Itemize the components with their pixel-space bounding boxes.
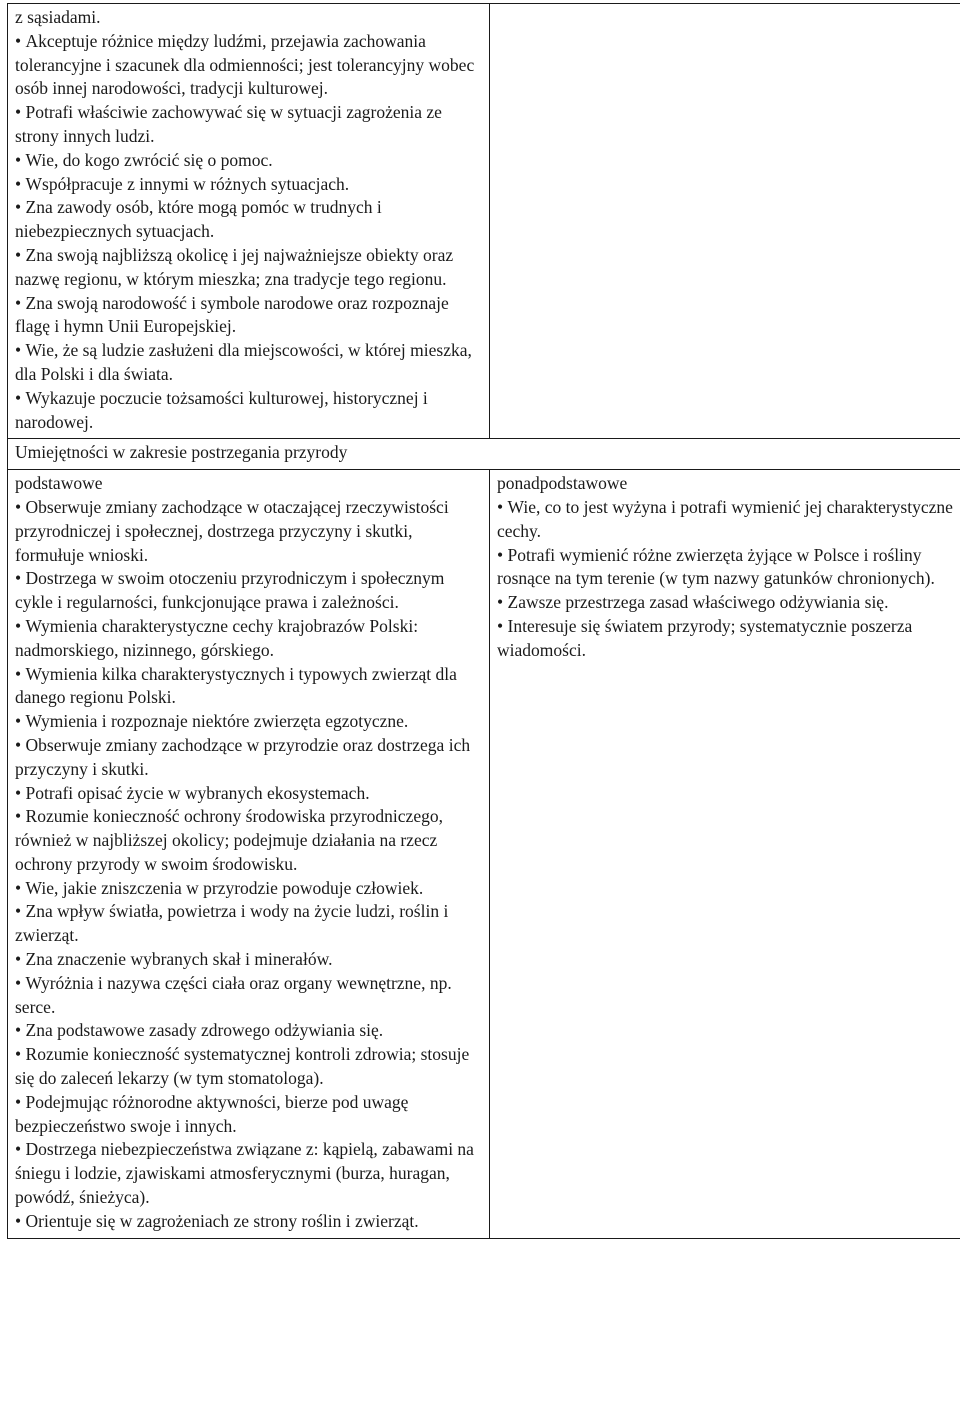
top-row <box>8 4 960 439</box>
section-heading-cell <box>8 439 960 470</box>
list-item: • Wymienia charakterystyczne cechy krajobrazów Polski: nadmorskiego, nizinnego, górskiego. <box>15 615 483 663</box>
basic-level-label: podstawowe <box>15 473 103 494</box>
list-item: • Wyróżnia i nazywa części ciała oraz organy wewnętrzne, np. serce. <box>15 972 483 1020</box>
list-item: • Zna znaczenie wybranych skał i minerałów. <box>15 948 483 972</box>
list-item: • Zna swoją narodowość i symbole narodowe oraz rozpoznaje flagę i hymn Unii Europejskiej. <box>15 292 483 340</box>
levels-row <box>8 470 960 1239</box>
section-heading: Umiejętności w zakresie postrzegania przyrody <box>15 442 348 463</box>
advanced-level-cell <box>490 470 960 1239</box>
list-item: • Interesuje się światem przyrody; systematycznie poszerza wiadomości. <box>497 615 960 663</box>
list-item: • Dostrzega w swoim otoczeniu przyrodniczym i społecznym cykle i regularności, funkcjonujące prawa i zależności. <box>15 567 483 615</box>
list-item: • Wie, jakie zniszczenia w przyrodzie powoduje człowiek. <box>15 877 483 901</box>
list-item: • Rozumie konieczność systematycznej kontroli zdrowia; stosuje się do zaleceń lekarzy (w tym stomatologa). <box>15 1043 483 1091</box>
list-item: • Wymienia i rozpoznaje niektóre zwierzęta egzotyczne. <box>15 710 483 734</box>
list-item: • Wie, do kogo zwrócić się o pomoc. <box>15 149 483 173</box>
list-item: • Wykazuje poczucie tożsamości kulturowej, historycznej i narodowej. <box>15 387 483 435</box>
advanced-items-list <box>497 496 960 663</box>
list-item: • Rozumie konieczność ochrony środowiska przyrodniczego, również w najbliższej okolicy; podejmuje działania na rzecz ochrony przyrody w swoim środowisku. <box>15 805 483 876</box>
list-item: • Zna swoją najbliższą okolicę i jej najważniejsze obiekty oraz nazwę regionu, w którym mieszka; zna tradycje tego regionu. <box>15 244 483 292</box>
list-item: • Orientuje się w zagrożeniach ze strony roślin i zwierząt. <box>15 1210 483 1234</box>
list-item: • Zawsze przestrzega zasad właściwego odżywiania się. <box>497 591 960 615</box>
list-item: • Zna wpływ światła, powietrza i wody na życie ludzi, roślin i zwierząt. <box>15 900 483 948</box>
list-item: • Wie, że są ludzie zasłużeni dla miejscowości, w której mieszka, dla Polski i dla świata. <box>15 339 483 387</box>
list-item: • Wie, co to jest wyżyna i potrafi wymienić jej charakterystyczne cechy. <box>497 496 960 544</box>
advanced-level-label: ponadpodstawowe <box>497 473 628 494</box>
top-right-cell <box>490 4 960 439</box>
basic-level-cell <box>8 470 490 1239</box>
list-item: • Zna zawody osób, które mogą pomóc w trudnych i niebezpiecznych sytuacjach. <box>15 196 483 244</box>
list-item: • Potrafi właściwie zachowywać się w sytuacji zagrożenia ze strony innych ludzi. <box>15 101 483 149</box>
list-item: • Podejmując różnorodne aktywności, bierze pod uwagę bezpieczeństwo swoje i innych. <box>15 1091 483 1139</box>
list-item: • Współpracuje z innymi w różnych sytuacjach. <box>15 173 483 197</box>
list-item: • Potrafi wymienić różne zwierzęta żyjące w Polsce i rośliny rosnące na tym terenie (w tym nazwy gatunków chronionych). <box>497 544 960 592</box>
list-item: • Obserwuje zmiany zachodzące w otaczającej rzeczywistości przyrodniczej i społecznej, dostrzega przyczyny i skutki, formułuje wnioski. <box>15 496 483 567</box>
list-item: • Dostrzega niebezpieczeństwa związane z: kąpielą, zabawami na śniegu i lodzie, zjawiskami atmosferycznymi (burza, huragan, powódź, śnieżyca). <box>15 1138 483 1209</box>
top-left-cell <box>8 4 490 439</box>
list-item: • Potrafi opisać życie w wybranych ekosystemach. <box>15 782 483 806</box>
basic-items-list <box>15 496 483 1234</box>
list-item: • Obserwuje zmiany zachodzące w przyrodzie oraz dostrzega ich przyczyny i skutki. <box>15 734 483 782</box>
top-items-list <box>15 30 483 435</box>
list-item: • Wymienia kilka charakterystycznych i typowych zwierząt dla danego regionu Polski. <box>15 663 483 711</box>
list-item: • Akceptuje różnice między ludźmi, przejawia zachowania tolerancyjne i szacunek dla odmienności; jest tolerancyjny wobec osób innej narodowości, tradycji kulturowej. <box>15 30 483 101</box>
continuation-text: z sąsiadami. <box>15 7 101 27</box>
document-table <box>7 3 960 1239</box>
section-heading-row <box>8 439 960 470</box>
list-item: • Zna podstawowe zasady zdrowego odżywiania się. <box>15 1019 483 1043</box>
